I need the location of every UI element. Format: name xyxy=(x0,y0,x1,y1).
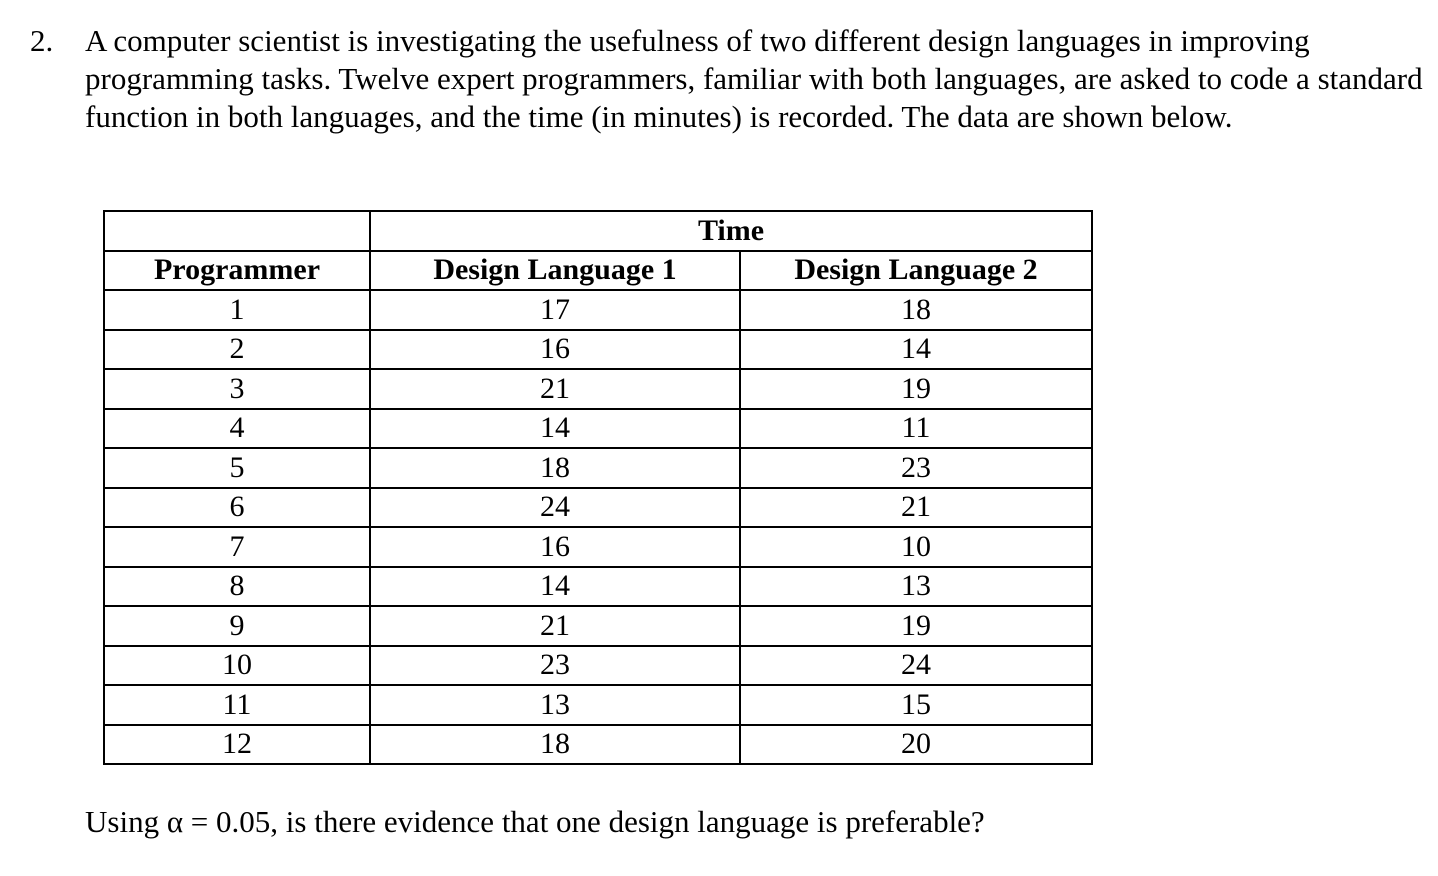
programmer-cell: 6 xyxy=(104,488,370,528)
design-language-2-cell: 10 xyxy=(740,527,1092,567)
design-language-2-cell: 18 xyxy=(740,290,1092,330)
table-group-header: Time xyxy=(370,211,1092,251)
programmer-cell: 1 xyxy=(104,290,370,330)
problem-text: A computer scientist is investigating the usefulness of two different design languages in improving programming tasks. Twelve expert programmers, familiar with both languages, are asked to code a standard function in both languages, and the time (in minutes) is recorded. The data are shown below. xyxy=(85,23,1423,134)
programmer-cell: 4 xyxy=(104,409,370,449)
design-language-1-cell: 18 xyxy=(370,448,740,488)
design-language-1-cell: 21 xyxy=(370,369,740,409)
design-language-2-cell: 13 xyxy=(740,567,1092,607)
table-row xyxy=(104,606,1092,646)
problem-statement xyxy=(30,22,1425,136)
design-language-1-cell: 24 xyxy=(370,488,740,528)
design-language-1-cell: 23 xyxy=(370,646,740,686)
design-language-1-cell: 18 xyxy=(370,725,740,765)
programmer-cell: 12 xyxy=(104,725,370,765)
design-language-1-cell: 13 xyxy=(370,685,740,725)
design-language-1-cell: 14 xyxy=(370,567,740,607)
design-language-2-cell: 24 xyxy=(740,646,1092,686)
column-header-programmer: Programmer xyxy=(104,251,370,291)
table-row xyxy=(104,527,1092,567)
programmer-cell: 8 xyxy=(104,567,370,607)
table-row xyxy=(104,448,1092,488)
column-header-design-language-2: Design Language 2 xyxy=(740,251,1092,291)
design-language-1-cell: 21 xyxy=(370,606,740,646)
design-language-2-cell: 19 xyxy=(740,606,1092,646)
design-language-2-cell: 20 xyxy=(740,725,1092,765)
table-row xyxy=(104,488,1092,528)
programmer-cell: 5 xyxy=(104,448,370,488)
table-empty-header-cell xyxy=(104,211,370,251)
programmer-cell: 3 xyxy=(104,369,370,409)
programmer-cell: 10 xyxy=(104,646,370,686)
design-language-2-cell: 11 xyxy=(740,409,1092,449)
table-row xyxy=(104,725,1092,765)
table-row xyxy=(104,369,1092,409)
design-language-2-cell: 21 xyxy=(740,488,1092,528)
question-text: Using α = 0.05, is there evidence that one design language is preferable? xyxy=(85,804,985,839)
design-language-2-cell: 19 xyxy=(740,369,1092,409)
table-row xyxy=(104,409,1092,449)
table-header-row xyxy=(104,251,1092,291)
design-language-2-cell: 23 xyxy=(740,448,1092,488)
programmer-cell: 7 xyxy=(104,527,370,567)
design-language-1-cell: 17 xyxy=(370,290,740,330)
design-language-1-cell: 16 xyxy=(370,330,740,370)
table-row xyxy=(104,290,1092,330)
programmer-cell: 2 xyxy=(104,330,370,370)
programmer-cell: 11 xyxy=(104,685,370,725)
design-language-2-cell: 15 xyxy=(740,685,1092,725)
data-table xyxy=(103,210,1093,765)
programmer-cell: 9 xyxy=(104,606,370,646)
table-body xyxy=(104,290,1092,764)
table-row xyxy=(104,685,1092,725)
table-row xyxy=(104,567,1092,607)
problem-number: 2. xyxy=(30,23,54,58)
design-language-2-cell: 14 xyxy=(740,330,1092,370)
design-language-1-cell: 14 xyxy=(370,409,740,449)
table-row xyxy=(104,330,1092,370)
design-language-1-cell: 16 xyxy=(370,527,740,567)
table-group-header-row xyxy=(104,211,1092,251)
table-row xyxy=(104,646,1092,686)
column-header-design-language-1: Design Language 1 xyxy=(370,251,740,291)
